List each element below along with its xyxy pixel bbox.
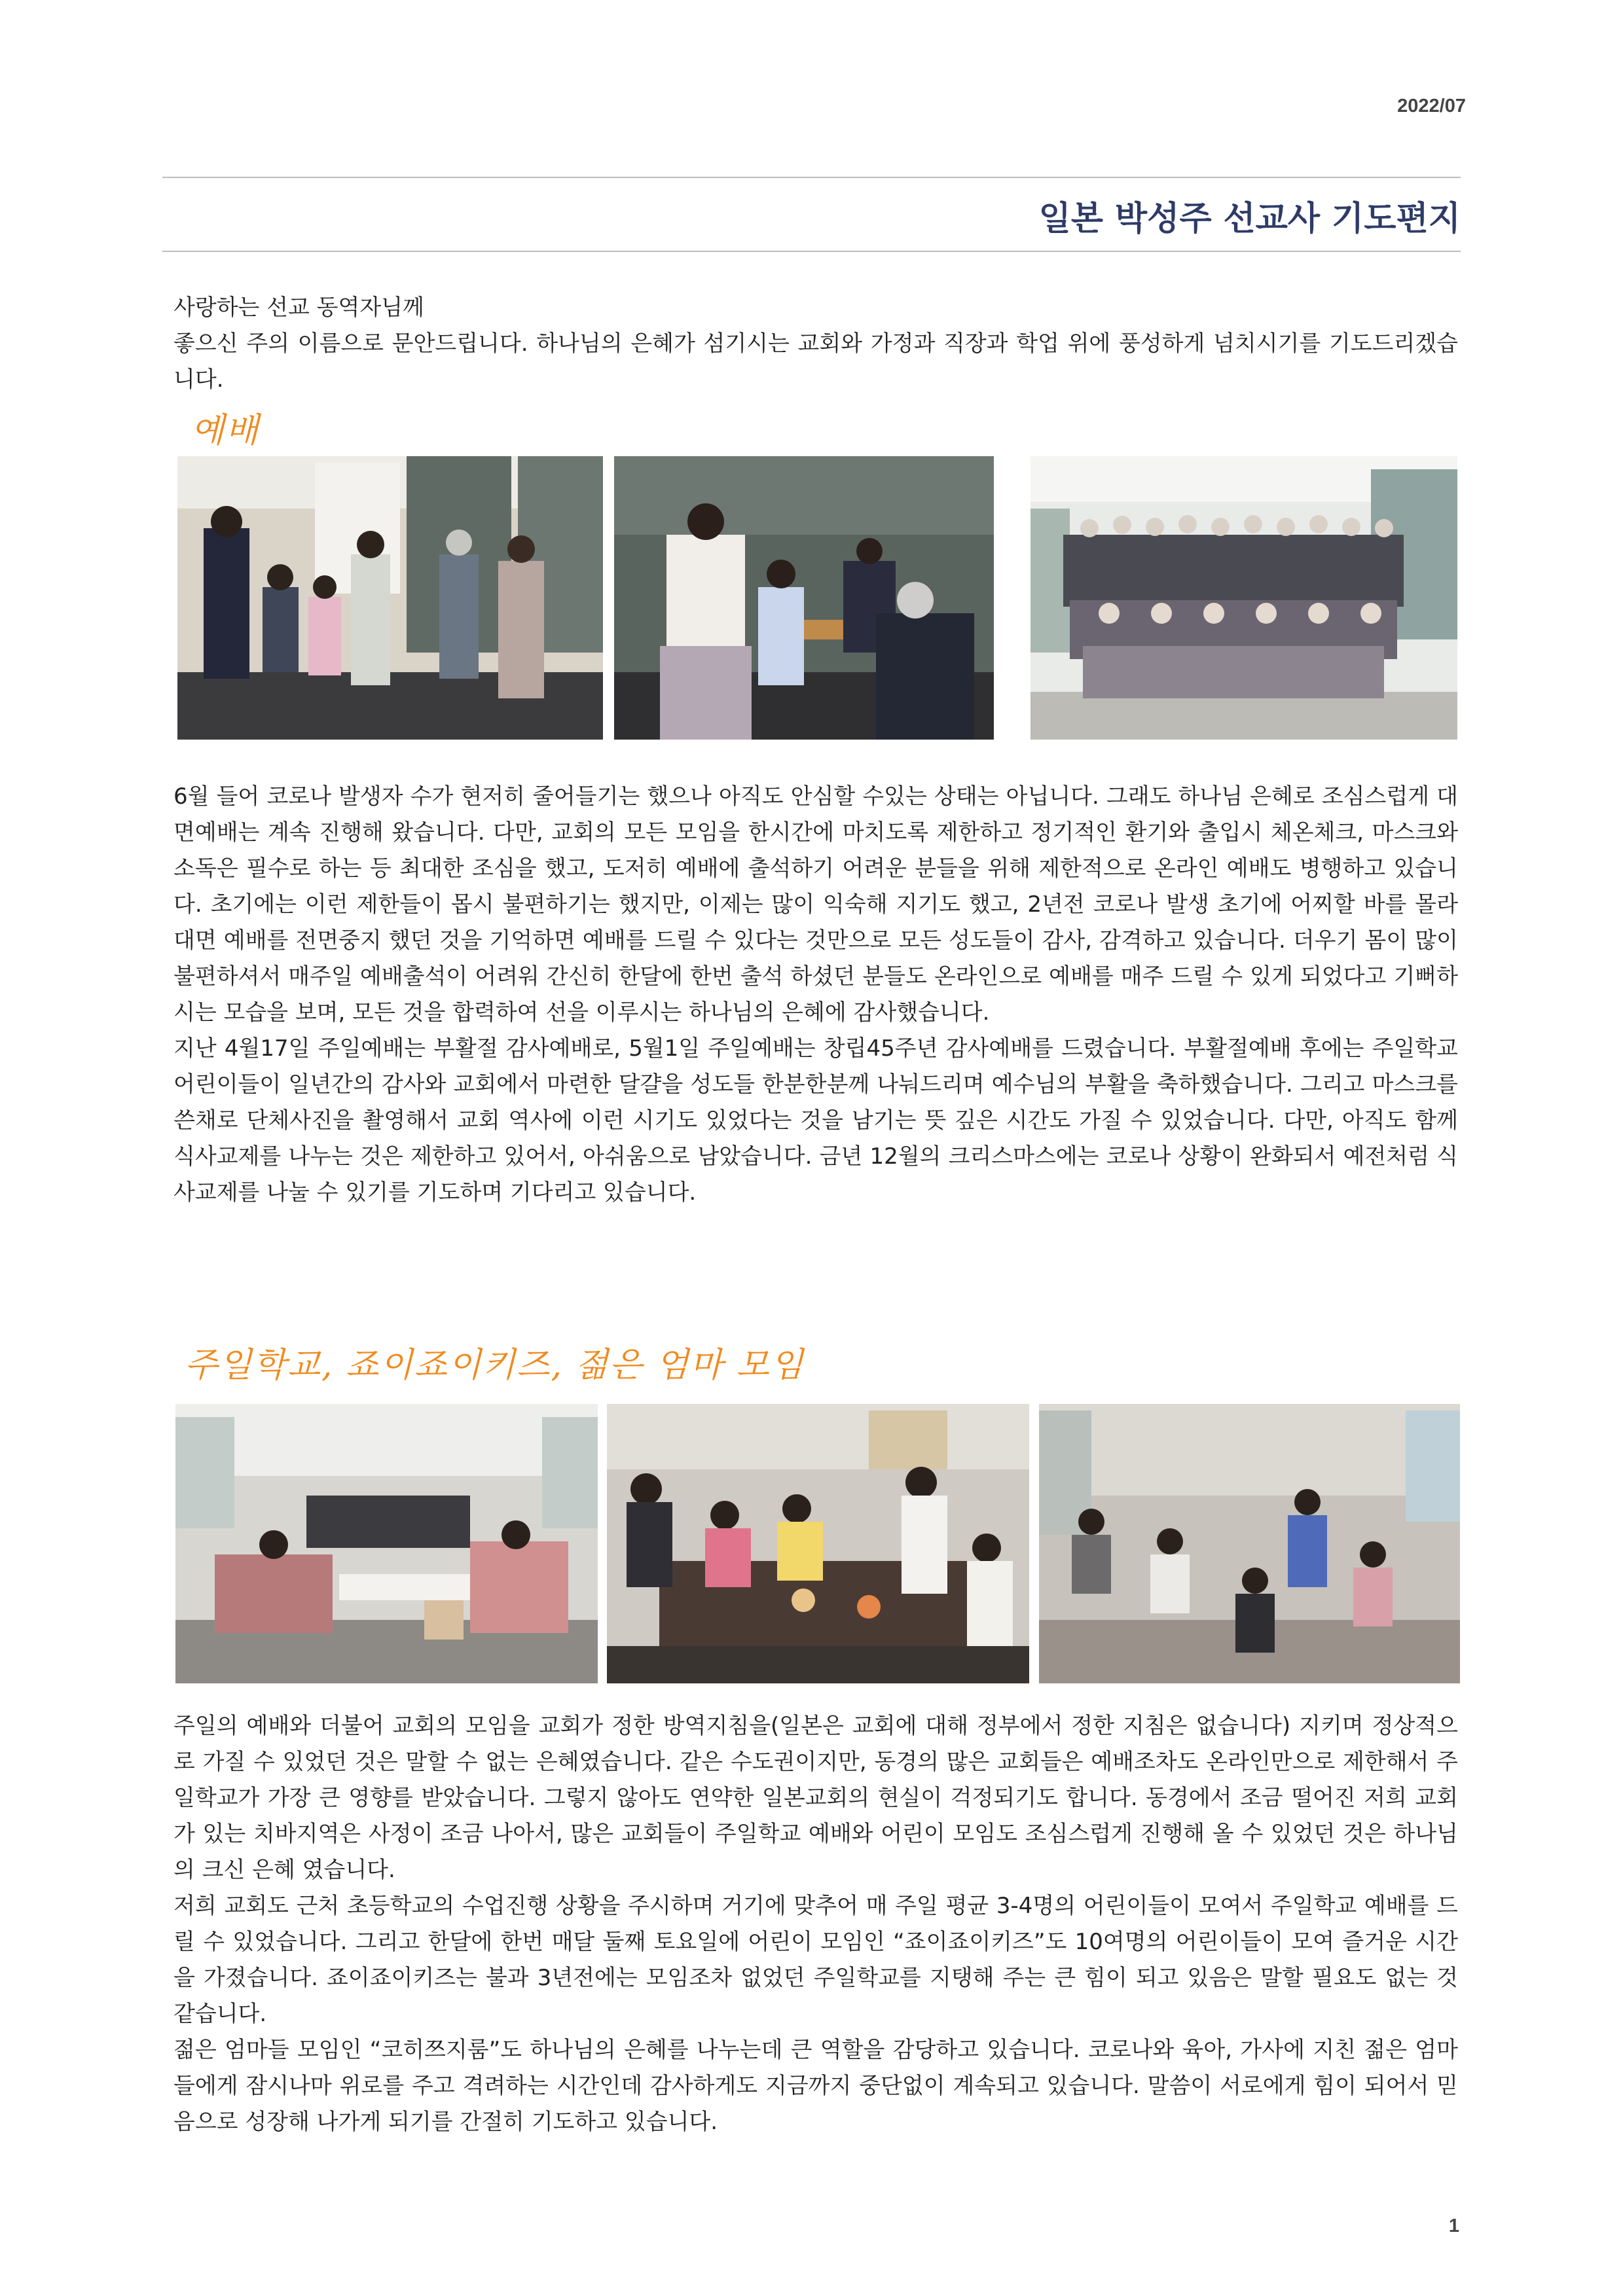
photo-kids-craft <box>607 1404 1029 1683</box>
greeting-message: 좋으신 주의 이름으로 문안드립니다. 하나님의 은혜가 섬기시는 교회와 가정과 직장과 학업 위에 풍성하게 넘치시기를 기도드리겠습니다. <box>173 331 1458 393</box>
photo-mothers-meeting-image <box>175 1404 598 1683</box>
photo-worship-children <box>177 456 603 740</box>
photo-worship-egg-sharing-image <box>614 456 994 740</box>
sunday-school-paragraph: 젊은 엄마들 모임인 “코히쯔지룸”도 하나님의 은혜를 나누는데 큰 역할을 감당하고 있습니다. 코로나와 육아, 가사에 지친 젊은 엄마들에게 잠시나마 위로를 주고 격려하는 시간인데 감사하게도 지금까지 중단없이 계속되고 있습니다. 말씀이 서로에게 힘이 되어서 믿음으로 성장해 나가게 되기를 간절히 기도하고 있습니다. <box>173 2037 1458 2135</box>
page-title: 일본 박성주 선교사 기도편지 <box>1038 200 1461 238</box>
photo-mothers-meeting <box>175 1404 598 1683</box>
worship-paragraph: 지난 4월17일 주일예배는 부활절 감사예배로, 5월1일 주일예배는 창립45주년 감사예배를 드렸습니다. 부활절예배 후에는 주일학교 어린이들이 일년간의 감사와 교회에서 마련한 달걀을 성도들 한분한분께 나눠드리며 예수님의 부활을 축하했습니다. 그리고 마스크를 쓴채로 단체사진을 촬영해서 교회 역사에 이런 시기도 있었다는 것을 남기는 뜻 깊은 시간도 가질 수 있었습니다. 다만, 아직도 함께 식사교제를 나누는 것은 제한하고 있어서, 아쉬움으로 남았습니다. 금년 12월의 크리스마스에는 코로나 상황이 완화되서 예전처럼 식사교제를 나눌 수 있기를 기도하며 기다리고 있습니다. <box>173 1035 1458 1206</box>
greeting-block <box>173 290 1458 398</box>
photo-kids-circle-image <box>1039 1404 1460 1683</box>
photo-worship-group <box>1030 456 1457 740</box>
photo-worship-egg-sharing <box>614 456 994 740</box>
greeting-salutation: 사랑하는 선교 동역자님께 <box>173 295 424 321</box>
letter-date: 2022/07 <box>1397 96 1466 117</box>
header-bottom-rule <box>162 251 1461 252</box>
photo-worship-children-image <box>177 456 603 740</box>
photo-kids-circle <box>1039 1404 1460 1683</box>
sunday-school-paragraph: 주일의 예배와 더불어 교회의 모임을 교회가 정한 방역지침을(일본은 교회에 대해 정부에서 정한 지침은 없습니다) 지키며 정상적으로 가질 수 있었던 것은 말할 수 없는 은혜였습니다. 같은 수도권이지만, 동경의 많은 교회들은 예배조차도 온라인만으로 제한해서 주일학교가 가장 큰 영향를 받았습니다. 그렇지 않아도 연약한 일본교회의 현실이 걱정되기도 합니다. 동경에서 조금 떨어진 저희 교회가 있는 치바지역은 사정이 조금 나아서, 많은 교회들이 주일학교 예배와 어린이 모임도 조심스럽게 진행해 올 수 있었던 것은 하나님의 크신 은혜 였습니다. <box>173 1713 1458 1883</box>
sunday-school-text-block <box>173 1708 1458 2140</box>
photo-worship-group-image <box>1030 456 1457 740</box>
photo-kids-craft-image <box>607 1404 1029 1683</box>
worship-text-block <box>173 779 1458 1211</box>
worship-paragraph: 6월 들어 코로나 발생자 수가 현저히 줄어들기는 했으나 아직도 안심할 수있는 상태는 아닙니다. 그래도 하나님 은혜로 조심스럽게 대면예배는 계속 진행해 왔습니다. 다만, 교회의 모든 모임을 한시간에 마치도록 제한하고 정기적인 환기와 출입시 체온체크, 마스크와 소독은 필수로 하는 등 최대한 조심을 했고, 도저히 예배에 출석하기 어려운 분들을 위해 제한적으로 온라인 예배도 병행하고 있습니다. 초기에는 이런 제한들이 몹시 불편하기는 했지만, 이제는 많이 익숙해 지기도 했고, 2년전 코로나 발생 초기에 어찌할 바를 몰라 대면 예배를 전면중지 했던 것을 기억하면 예배를 드릴 수 있다는 것만으로 모든 성도들이 감사, 감격하고 있습니다. 더우기 몸이 많이 불편하셔서 매주일 예배출석이 어려워 간신히 한달에 한번 출석 하셨던 분들도 온라인으로 예배를 매주 드릴 수 있게 되었다고 기뻐하시는 모습을 보며, 모든 것을 합력하여 선을 이루시는 하나님의 은혜에 감사했습니다. <box>173 783 1458 1026</box>
page-number: 1 <box>1448 2215 1459 2236</box>
section-title-worship: 예배 <box>191 411 260 450</box>
sunday-school-paragraph: 저희 교회도 근처 초등학교의 수업진행 상황을 주시하며 거기에 맞추어 매 주일 평균 3-4명의 어린이들이 모여서 주일학교 예배를 드릴 수 있었습니다. 그리고 한달에 한번 매달 둘째 토요일에 어린이 모임인 “죠이죠이키즈”도 10여명의 어린이들이 모여 즐거운 시간을 가졌습니다. 죠이죠이키즈는 불과 3년전에는 모임조차 없었던 주일학교를 지탱해 주는 큰 힘이 되고 있음은 말할 필요도 없는 것 같습니다. <box>173 1893 1458 2027</box>
section-title-sunday-school: 주일학교, 죠이죠이키즈, 젊은 엄마 모임 <box>185 1346 805 1385</box>
header-top-rule <box>162 177 1461 178</box>
